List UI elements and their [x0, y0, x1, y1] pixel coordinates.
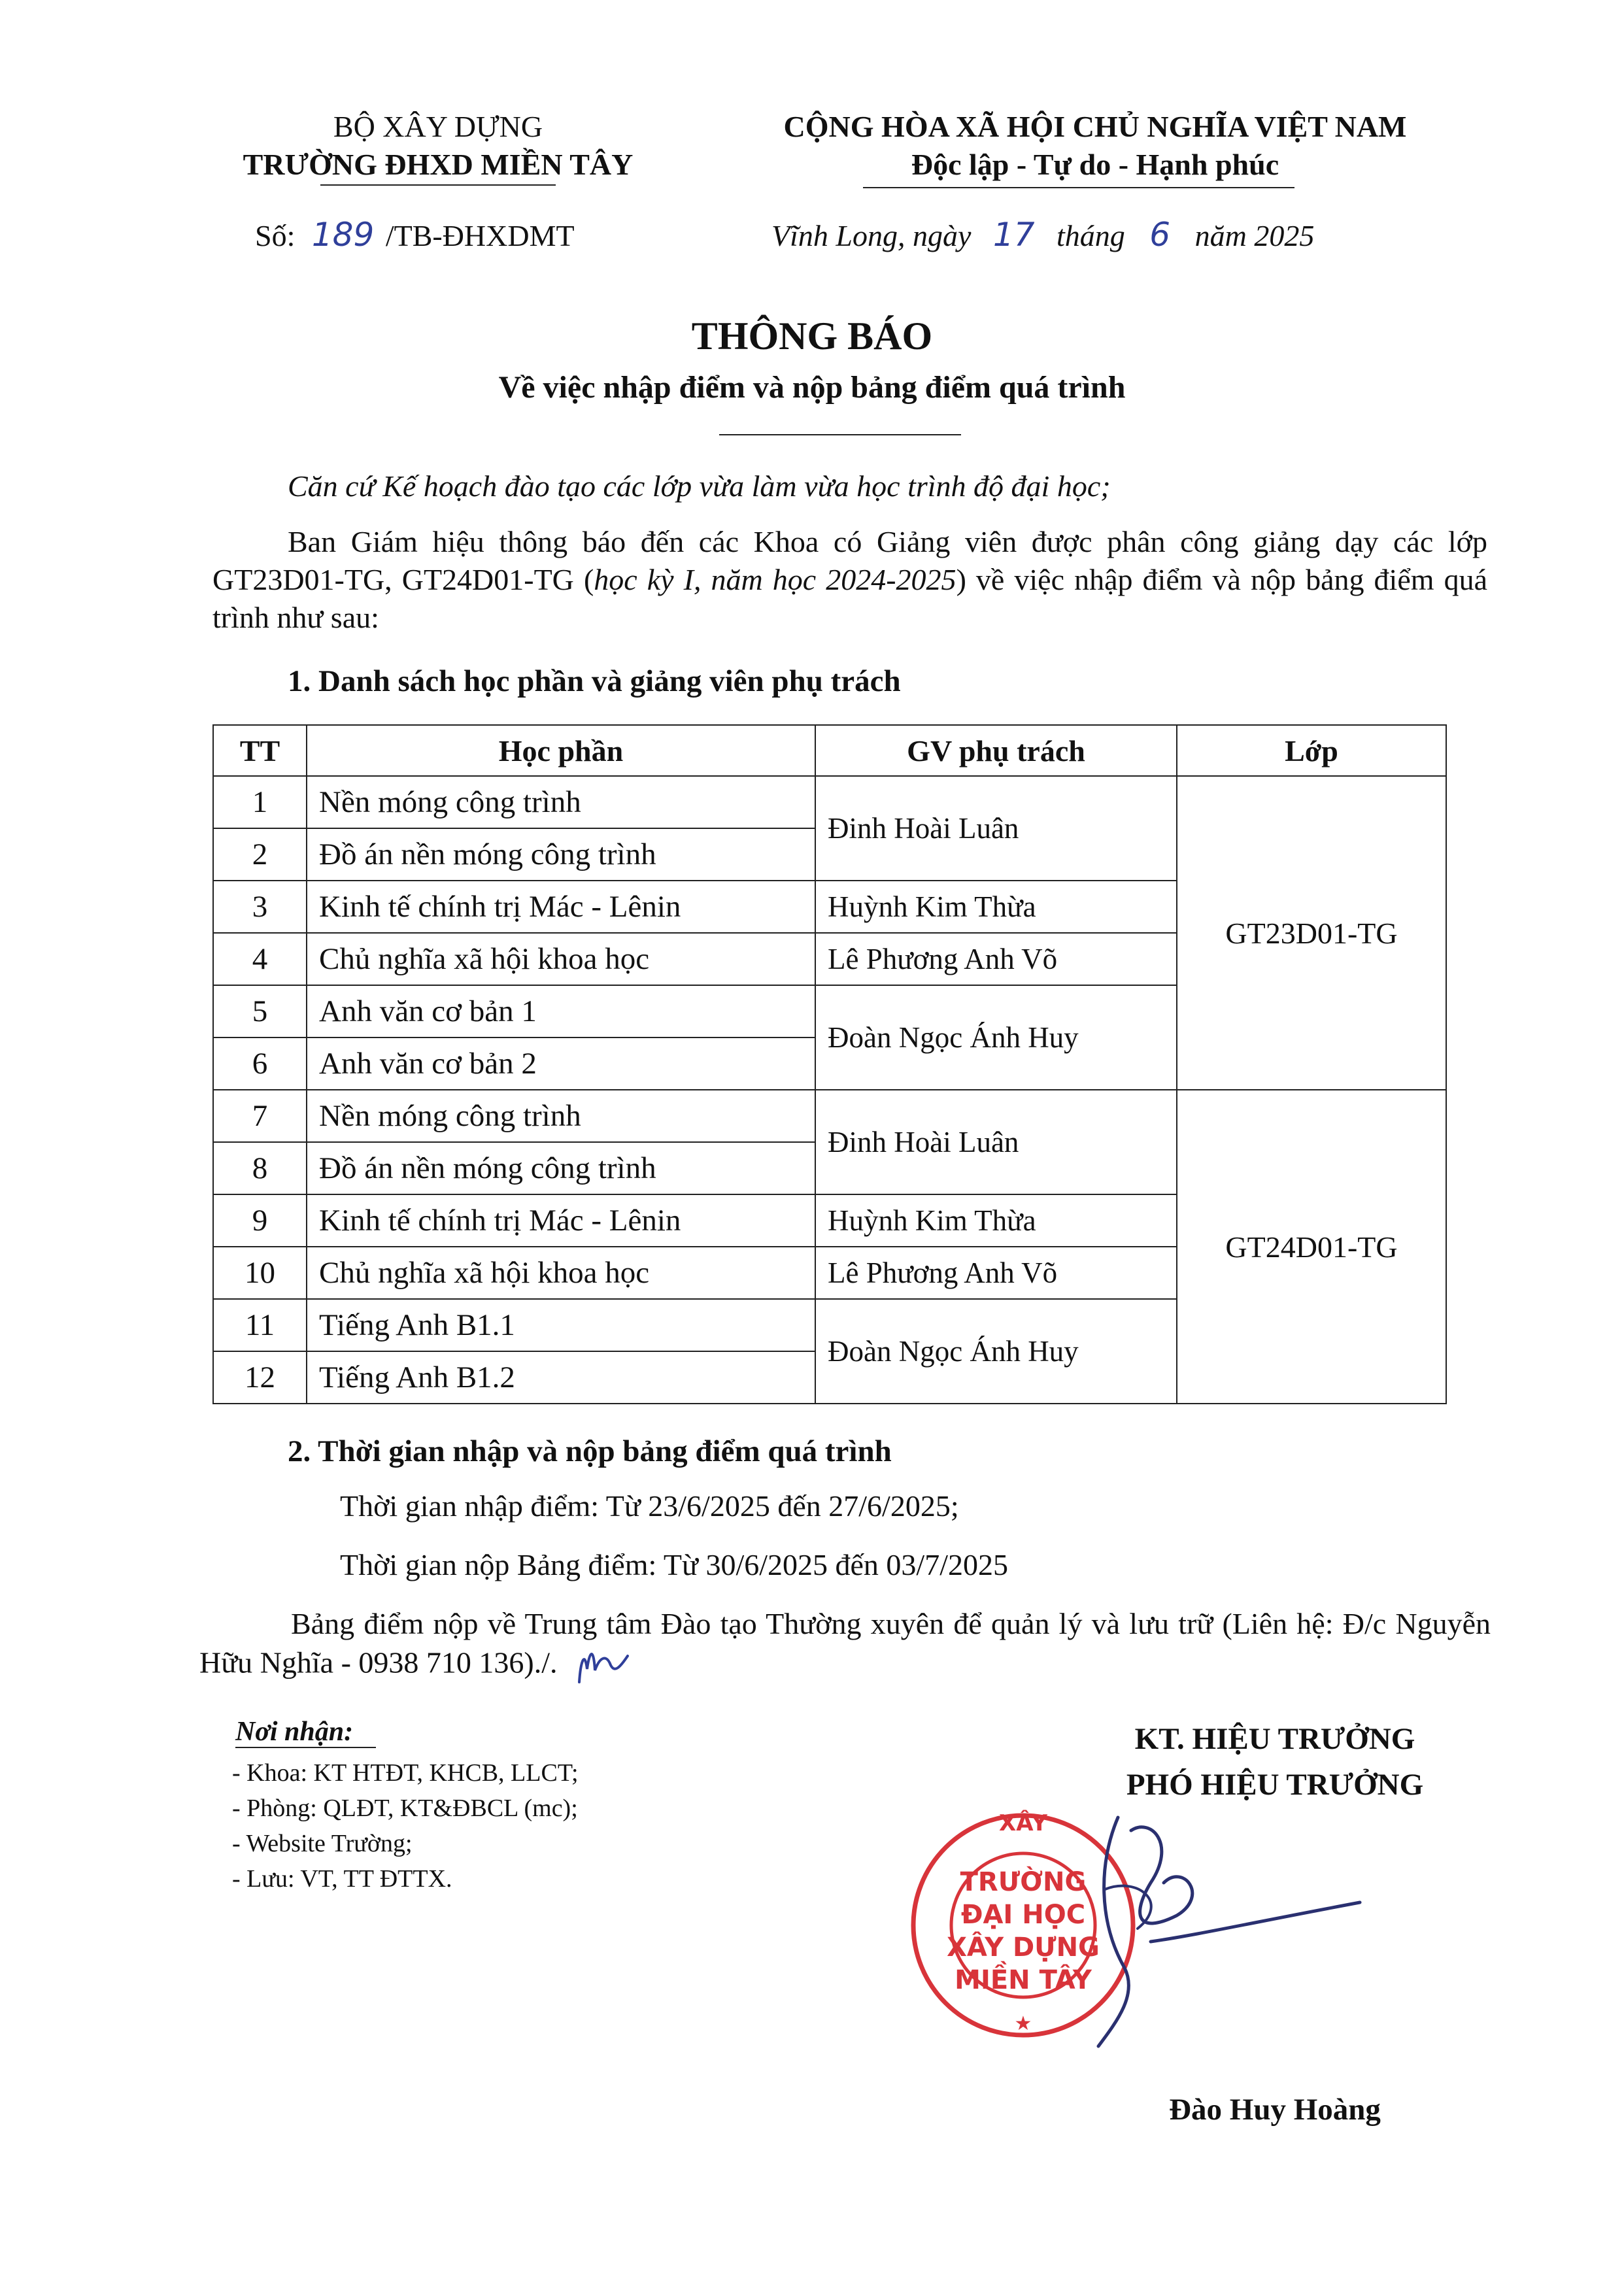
number-prefix: Số: — [255, 219, 296, 252]
row-lecturer: Đoàn Ngọc Ánh Huy — [815, 985, 1177, 1090]
official-seal — [902, 1804, 1412, 2066]
row-lecturer: Lê Phương Anh Võ — [815, 933, 1177, 985]
ministry-name: BỘ XÂY DỰNG — [333, 110, 543, 143]
date-year: năm 2025 — [1194, 219, 1315, 252]
seal-stamp — [913, 1810, 1133, 2035]
row-course: Tiếng Anh B1.2 — [307, 1351, 815, 1404]
title-rule — [719, 434, 961, 435]
date-month: 6 — [1149, 216, 1171, 254]
row-lecturer: Lê Phương Anh Võ — [815, 1247, 1177, 1299]
school-name: TRƯỜNG ĐHXD MIỀN TÂY — [243, 148, 634, 181]
row-class: GT24D01-TG — [1177, 1090, 1446, 1404]
school-underline — [320, 184, 556, 186]
row-number: 8 — [213, 1142, 307, 1194]
document-number — [255, 216, 575, 254]
national-heading — [706, 108, 1484, 184]
date-line — [771, 216, 1314, 254]
recipient-item: - Website Trường; — [232, 1826, 579, 1861]
row-lecturer: Đoàn Ngọc Ánh Huy — [815, 1299, 1177, 1404]
legal-basis: Căn cứ Kế hoạch đào tạo các lớp vừa làm vừa học trình độ đại học; — [288, 469, 1111, 503]
table-row — [213, 1090, 1446, 1142]
recipients-underline — [235, 1747, 376, 1748]
row-course: Nền móng công trình — [307, 776, 815, 828]
initials-mark — [574, 1643, 633, 1689]
table-row — [213, 776, 1446, 828]
recipient-item: - Khoa: KT HTĐT, KHCB, LLCT; — [232, 1755, 579, 1791]
signer-name: Đào Huy Hoàng — [1169, 2093, 1381, 2127]
document-title: THÔNG BÁO — [691, 314, 933, 358]
submission-period: Thời gian nộp Bảng điểm: Từ 30/6/2025 đến 03/7/2025 — [340, 1548, 1008, 1581]
row-course: Chủ nghĩa xã hội khoa học — [307, 1247, 815, 1299]
row-course: Anh văn cơ bản 1 — [307, 985, 815, 1037]
header-tt: TT — [213, 725, 307, 776]
header-class: Lớp — [1177, 725, 1446, 776]
country-name: CỘNG HÒA XÃ HỘI CHỦ NGHĨA VIỆT NAM — [783, 110, 1407, 143]
row-number: 9 — [213, 1194, 307, 1247]
row-number: 12 — [213, 1351, 307, 1404]
seal-arc-text: XÂY — [999, 1810, 1047, 1836]
row-lecturer: Đinh Hoài Luân — [815, 1090, 1177, 1194]
intro-paragraph — [212, 523, 1487, 637]
date-day: 17 — [992, 216, 1035, 254]
seal-line-2: ĐẠI HỌC — [960, 1900, 1086, 1930]
recipient-item: - Lưu: VT, TT ĐTTX. — [232, 1861, 579, 1897]
row-number: 4 — [213, 933, 307, 985]
row-course: Đồ án nền móng công trình — [307, 1142, 815, 1194]
row-number: 11 — [213, 1299, 307, 1351]
seal-line-1: TRƯỜNG — [960, 1867, 1087, 1897]
seal-line-4: MIỀN TÂY — [955, 1965, 1092, 1995]
seal-line-3: XÂY DỰNG — [947, 1932, 1100, 1963]
recipients-list — [232, 1755, 579, 1897]
header-lecturer: GV phụ trách — [815, 725, 1177, 776]
row-lecturer: Đinh Hoài Luân — [815, 776, 1177, 881]
national-motto: Độc lập - Tự do - Hạnh phúc — [911, 148, 1279, 181]
course-table — [212, 724, 1447, 1404]
row-course: Chủ nghĩa xã hội khoa học — [307, 933, 815, 985]
table-header-row — [213, 725, 1446, 776]
number-suffix: /TB-ĐHXDMT — [385, 219, 575, 252]
recipients-title: Nơi nhận: — [235, 1717, 354, 1747]
row-course: Kinh tế chính trị Mác - Lênin — [307, 881, 815, 933]
row-number: 3 — [213, 881, 307, 933]
section-1-heading: 1. Danh sách học phần và giảng viên phụ trách — [288, 664, 901, 698]
row-lecturer: Huỳnh Kim Thừa — [815, 1194, 1177, 1247]
row-number: 7 — [213, 1090, 307, 1142]
header-course: Học phần — [307, 725, 815, 776]
issuer-block — [196, 108, 680, 184]
closing-paragraph — [199, 1605, 1491, 1689]
motto-underline — [863, 187, 1294, 188]
row-lecturer: Huỳnh Kim Thừa — [815, 881, 1177, 933]
number-handwritten: 189 — [311, 216, 375, 254]
entry-period: Thời gian nhập điểm: Từ 23/6/2025 đến 27/6/2025; — [340, 1489, 959, 1523]
row-number: 1 — [213, 776, 307, 828]
date-prefix: Vĩnh Long, ngày — [771, 219, 972, 252]
intro-text-b: ) về việc nhập điểm và nộp bảng điểm quá trình như sau: — [212, 563, 1487, 634]
closing-text: Bảng điểm nộp về Trung tâm Đào tạo Thường xuyên để quản lý và lưu trữ (Liên hệ: Đ/c Nguyễn Hữu Nghĩa - 0938 710 136)./. — [199, 1607, 1491, 1679]
signature-line-2: PHÓ HIỆU TRƯỞNG — [1126, 1768, 1424, 1802]
recipient-item: - Phòng: QLĐT, KT&ĐBCL (mc); — [232, 1791, 579, 1826]
seal-star-icon: ★ — [1014, 2012, 1032, 2035]
row-course: Đồ án nền móng công trình — [307, 828, 815, 881]
row-course: Anh văn cơ bản 2 — [307, 1037, 815, 1090]
row-number: 2 — [213, 828, 307, 881]
row-number: 5 — [213, 985, 307, 1037]
row-course: Kinh tế chính trị Mác - Lênin — [307, 1194, 815, 1247]
intro-text-semester: học kỳ I, năm học 2024-2025 — [594, 563, 956, 596]
date-month-word: tháng — [1057, 219, 1125, 252]
row-course: Nền móng công trình — [307, 1090, 815, 1142]
handwritten-signature — [1098, 1817, 1360, 2046]
signature-title — [968, 1716, 1582, 1808]
row-class: GT23D01-TG — [1177, 776, 1446, 1090]
signature-line-1: KT. HIỆU TRƯỞNG — [1134, 1722, 1415, 1756]
row-number: 6 — [213, 1037, 307, 1090]
section-2-heading: 2. Thời gian nhập và nộp bảng điểm quá trình — [288, 1434, 892, 1468]
row-course: Tiếng Anh B1.1 — [307, 1299, 815, 1351]
document-subtitle: Về việc nhập điểm và nộp bảng điểm quá trình — [498, 370, 1126, 405]
intro-text-a: Ban Giám hiệu thông báo đến các Khoa có Giảng viên được phân công giảng dạy các lớp GT23D01-TG, GT24D01-TG ( — [212, 525, 1487, 596]
row-number: 10 — [213, 1247, 307, 1299]
